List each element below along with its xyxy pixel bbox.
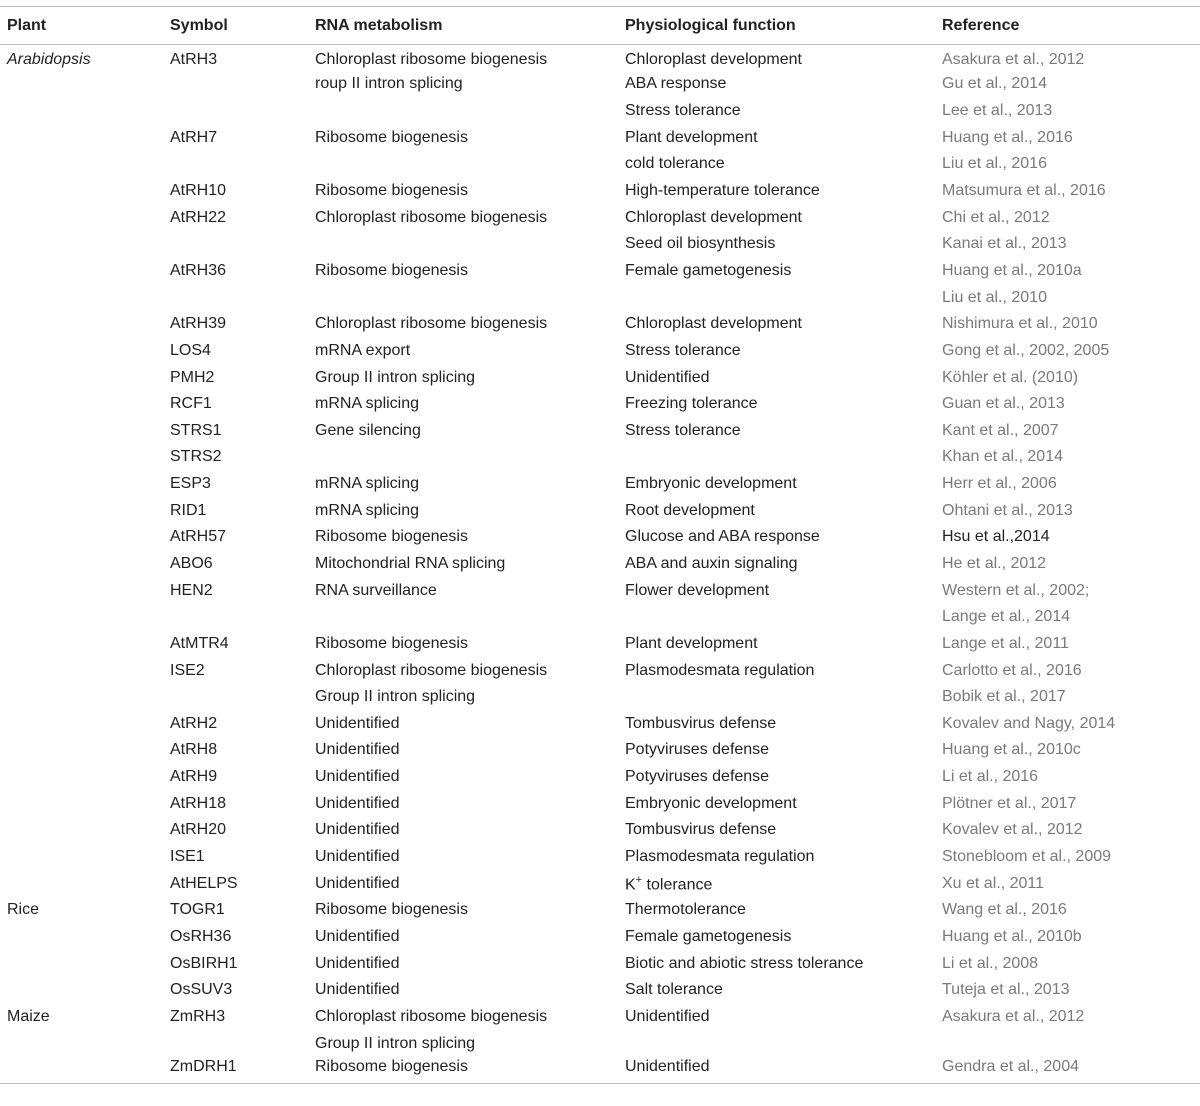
cell-physiological-function: Tombusvirus defense: [625, 714, 777, 732]
cell-symbol: AtRH20: [170, 821, 227, 839]
cell-physiological-function: Root development: [625, 501, 755, 519]
cell-symbol: OsSUV3: [170, 981, 233, 999]
cell-reference: [942, 1030, 1200, 1057]
cell-physiological-function: Chloroplast development: [625, 51, 802, 69]
cell-physiological-function: Flower development: [625, 581, 770, 599]
cell-symbol: ESP3: [170, 475, 211, 493]
cell-reference: Huang et al., 2016: [942, 128, 1073, 146]
cell-rna-metabolism: Unidentified: [315, 981, 400, 999]
cell-symbol: ABO6: [170, 554, 213, 572]
table-row: [0, 977, 1200, 1004]
cell-physiological-function: Chloroplast development: [625, 208, 802, 226]
cell-plant: [0, 1057, 170, 1084]
cell-symbol: LOS4: [170, 341, 211, 359]
cell-plant: [0, 284, 170, 311]
cell-reference: Tuteja et al., 2013: [942, 981, 1070, 999]
cell-symbol: ZmRH3: [170, 1007, 226, 1025]
cell-symbol: [170, 1030, 315, 1057]
cell-symbol: AtRH22: [170, 208, 227, 226]
cell-symbol: [170, 684, 315, 711]
table-row: [0, 444, 1200, 471]
header-row: [0, 7, 1200, 45]
cell-rna-metabolism: mRNA splicing: [315, 475, 420, 493]
cell-reference: Köhler et al. (2010): [942, 368, 1079, 386]
cell-symbol: STRS2: [170, 448, 222, 466]
cell-rna-metabolism: Ribosome biogenesis: [315, 128, 468, 146]
table-row: [0, 204, 1200, 231]
table-row: [0, 950, 1200, 977]
cell-symbol: [170, 231, 315, 258]
cell-plant: [0, 231, 170, 258]
cell-reference: Xu et al., 2011: [942, 874, 1044, 892]
cell-plant: [0, 258, 170, 285]
cell-rna-metabolism: Ribosome biogenesis: [315, 1057, 625, 1084]
table-body: [0, 45, 1200, 1084]
table-row: [0, 577, 1200, 604]
cell-reference: Guan et al., 2013: [942, 395, 1065, 413]
cell-physiological-function: [625, 604, 942, 631]
cell-symbol: AtMTR4: [170, 634, 229, 652]
cell-physiological-function: Unidentified: [625, 1007, 710, 1025]
table-row: [0, 844, 1200, 871]
table-row: [0, 71, 1200, 98]
cell-physiological-function: [625, 684, 942, 711]
cell-plant: [0, 817, 170, 844]
table-row: [0, 178, 1200, 205]
cell-plant: [0, 1030, 170, 1057]
cell-symbol: AtRH2: [170, 714, 218, 732]
cell-symbol: PMH2: [170, 368, 215, 386]
cell-reference: Lange et al., 2014: [942, 608, 1071, 626]
cell-rna-metabolism: Gene silencing: [315, 421, 421, 439]
cell-rna-metabolism: Group II intron splicing: [315, 368, 476, 386]
table-row: [0, 391, 1200, 418]
cell-physiological-function: [625, 870, 942, 897]
cell-rna-metabolism: Ribosome biogenesis: [315, 528, 468, 546]
cell-symbol: [170, 71, 315, 98]
cell-physiological-function: ABA response: [625, 75, 727, 93]
cell-plant: [0, 497, 170, 524]
table-row: [0, 897, 1200, 924]
table-row: [0, 1057, 1200, 1084]
cell-symbol: AtRH7: [170, 128, 218, 146]
phys-text-rest: tolerance: [642, 875, 713, 893]
header-reference: Reference: [942, 7, 1200, 45]
cell-symbol: AtRH39: [170, 315, 227, 333]
cell-reference: Kovalev et al., 2012: [942, 821, 1083, 839]
cell-plant: [0, 870, 170, 897]
table-row: [0, 124, 1200, 151]
cell-rna-metabolism: mRNA splicing: [315, 501, 420, 519]
cell-symbol: AtHELPS: [170, 874, 238, 892]
cell-plant: [0, 764, 170, 791]
table-row: [0, 231, 1200, 258]
cell-symbol: OsRH36: [170, 927, 232, 945]
table-row: [0, 684, 1200, 711]
table-row: [0, 364, 1200, 391]
cell-symbol: [170, 98, 315, 125]
table-row: [0, 417, 1200, 444]
cell-physiological-function: Salt tolerance: [625, 981, 723, 999]
cell-plant: Maize: [7, 1007, 50, 1025]
cell-plant: [0, 711, 170, 738]
cell-reference: Li et al., 2016: [942, 768, 1039, 786]
cell-rna-metabolism: Ribosome biogenesis: [315, 634, 468, 652]
cell-plant: [0, 524, 170, 551]
cell-rna-metabolism: [315, 284, 625, 311]
cell-physiological-function: Glucose and ABA response: [625, 528, 820, 546]
cell-physiological-function: Unidentified: [625, 368, 710, 386]
cell-rna-metabolism: [315, 444, 625, 471]
cell-physiological-function: Stress tolerance: [625, 341, 741, 359]
cell-rna-metabolism: Unidentified: [315, 768, 400, 786]
cell-rna-metabolism: Group II intron splicing: [315, 1034, 476, 1052]
cell-physiological-function: Potyviruses defense: [625, 741, 770, 759]
cell-plant: [0, 604, 170, 631]
cell-plant: [0, 950, 170, 977]
cell-symbol: ZmDRH1: [170, 1057, 315, 1084]
cell-plant: [0, 444, 170, 471]
cell-plant: [0, 391, 170, 418]
cell-reference: Plötner et al., 2017: [942, 794, 1077, 812]
cell-reference: Western et al., 2002;: [942, 581, 1090, 599]
cell-physiological-function: ABA and auxin signaling: [625, 554, 798, 572]
cell-rna-metabolism: Unidentified: [315, 848, 400, 866]
cell-plant: [0, 924, 170, 951]
cell-plant: [0, 737, 170, 764]
table-row: [0, 657, 1200, 684]
table-row: [0, 338, 1200, 365]
cell-rna-metabolism: [315, 151, 625, 178]
cell-plant: [0, 977, 170, 1004]
cell-physiological-function: High-temperature tolerance: [625, 182, 820, 200]
cell-physiological-function: Biotic and abiotic stress tolerance: [625, 954, 864, 972]
cell-physiological-function: Seed oil biosynthesis: [625, 235, 776, 253]
table-row: [0, 1004, 1200, 1031]
cell-reference: Li et al., 2008: [942, 954, 1039, 972]
cell-physiological-function: Embryonic development: [625, 794, 797, 812]
cell-physiological-function: [625, 444, 942, 471]
cell-reference: Huang et al., 2010a: [942, 261, 1082, 279]
cell-rna-metabolism: Unidentified: [315, 794, 400, 812]
cell-symbol: RCF1: [170, 395, 212, 413]
cell-physiological-function: Freezing tolerance: [625, 395, 758, 413]
header-physiological-function: Physiological function: [625, 7, 942, 45]
cell-plant: [0, 204, 170, 231]
table-row: [0, 98, 1200, 125]
cell-reference: Bobik et al., 2017: [942, 688, 1066, 706]
cell-reference: Huang et al., 2010b: [942, 927, 1082, 945]
cell-symbol: RID1: [170, 501, 207, 519]
table-row: [0, 870, 1200, 897]
cell-rna-metabolism: Ribosome biogenesis: [315, 901, 468, 919]
cell-plant: [0, 684, 170, 711]
cell-physiological-function: Plant development: [625, 128, 758, 146]
cell-physiological-function: [625, 284, 942, 311]
cell-rna-metabolism: Chloroplast ribosome biogenesis: [315, 208, 548, 226]
cell-plant: [0, 551, 170, 578]
cell-physiological-function: Thermotolerance: [625, 901, 746, 919]
table-row: [0, 790, 1200, 817]
table-row: [0, 764, 1200, 791]
cell-physiological-function: Stress tolerance: [625, 102, 741, 120]
cell-plant: [0, 657, 170, 684]
table-row: [0, 284, 1200, 311]
cell-reference: Liu et al., 2016: [942, 155, 1047, 173]
cell-rna-metabolism: Group II intron splicing: [315, 688, 476, 706]
cell-symbol: AtRH18: [170, 794, 227, 812]
cell-rna-metabolism: Unidentified: [315, 821, 400, 839]
cell-reference: He et al., 2012: [942, 554, 1047, 572]
header-rna-metabolism: RNA metabolism: [315, 7, 625, 45]
cell-symbol: AtRH9: [170, 768, 218, 786]
cell-rna-metabolism: RNA surveillance: [315, 581, 437, 599]
cell-rna-metabolism: Unidentified: [315, 927, 400, 945]
cell-plant: Rice: [7, 901, 40, 919]
cell-rna-metabolism: mRNA export: [315, 341, 411, 359]
cell-reference: Carlotto et al., 2016: [942, 661, 1082, 679]
cell-physiological-function: Chloroplast development: [625, 315, 802, 333]
cell-symbol: AtRH57: [170, 528, 227, 546]
table-row: [0, 45, 1200, 72]
cell-symbol: ISE2: [170, 661, 205, 679]
cell-reference: Gendra et al., 2004: [942, 1057, 1200, 1084]
cell-plant: [0, 98, 170, 125]
table-row: [0, 817, 1200, 844]
table-row: [0, 497, 1200, 524]
cell-rna-metabolism: Chloroplast ribosome biogenesis: [315, 51, 548, 69]
cell-physiological-function: Potyviruses defense: [625, 768, 770, 786]
cell-rna-metabolism: Unidentified: [315, 741, 400, 759]
cell-physiological-function: Unidentified: [625, 1057, 942, 1084]
cell-plant: [0, 844, 170, 871]
cell-rna-metabolism: Chloroplast ribosome biogenesis: [315, 315, 548, 333]
table-row: [0, 471, 1200, 498]
cell-reference: Stonebloom et al., 2009: [942, 848, 1112, 866]
table-row: [0, 311, 1200, 338]
cell-physiological-function: Female gametogenesis: [625, 927, 792, 945]
cell-symbol: AtRH3: [170, 51, 218, 69]
table-row: [0, 1030, 1200, 1057]
cell-symbol: ISE1: [170, 848, 205, 866]
cell-rna-metabolism: [315, 604, 625, 631]
table-row: [0, 604, 1200, 631]
cell-rna-metabolism: Unidentified: [315, 714, 400, 732]
cell-reference: Asakura et al., 2012: [942, 1007, 1085, 1025]
cell-symbol: [170, 151, 315, 178]
cell-rna-metabolism: Mitochondrial RNA splicing: [315, 554, 506, 572]
cell-rna-metabolism: mRNA splicing: [315, 395, 420, 413]
phys-text: K: [625, 875, 636, 893]
cell-physiological-function: Female gametogenesis: [625, 261, 792, 279]
cell-physiological-function: Plasmodesmata regulation: [625, 661, 815, 679]
cell-symbol: [170, 604, 315, 631]
cell-reference: Matsumura et al., 2016: [942, 182, 1106, 200]
table-row: [0, 258, 1200, 285]
cell-plant: [0, 471, 170, 498]
cell-symbol: [170, 284, 315, 311]
cell-rna-metabolism: Ribosome biogenesis: [315, 182, 468, 200]
cell-reference: Herr et al., 2006: [942, 475, 1057, 493]
cell-reference: Gu et al., 2014: [942, 75, 1047, 93]
table-row: [0, 551, 1200, 578]
cell-plant: [0, 577, 170, 604]
cell-physiological-function: Plant development: [625, 634, 758, 652]
cell-reference: Wang et al., 2016: [942, 901, 1067, 919]
table-header: [0, 7, 1200, 45]
data-table: [0, 6, 1200, 1084]
cell-plant: Arabidopsis: [7, 51, 91, 69]
table-row: [0, 151, 1200, 178]
cell-plant: [0, 178, 170, 205]
cell-reference: Kanai et al., 2013: [942, 235, 1067, 253]
cell-plant: [0, 71, 170, 98]
table-row: [0, 631, 1200, 658]
cell-reference: Liu et al., 2010: [942, 288, 1047, 306]
cell-symbol: AtRH8: [170, 741, 218, 759]
cell-rna-metabolism: [315, 98, 625, 125]
cell-plant: [0, 124, 170, 151]
cell-symbol: OsBIRH1: [170, 954, 238, 972]
cell-reference: Gong et al., 2002, 2005: [942, 341, 1110, 359]
cell-rna-metabolism: Unidentified: [315, 874, 400, 892]
cell-reference: Kant et al., 2007: [942, 421, 1059, 439]
cell-reference: Khan et al., 2014: [942, 448, 1063, 466]
cell-physiological-function: [625, 1030, 942, 1057]
cell-symbol: TOGR1: [170, 901, 225, 919]
cell-reference: Lee et al., 2013: [942, 102, 1053, 120]
cell-rna-metabolism: Ribosome biogenesis: [315, 261, 468, 279]
cell-physiological-function: Tombusvirus defense: [625, 821, 777, 839]
cell-plant: [0, 790, 170, 817]
header-symbol: Symbol: [170, 7, 315, 45]
cell-physiological-function: Embryonic development: [625, 475, 797, 493]
table-row: [0, 711, 1200, 738]
table-row: [0, 737, 1200, 764]
cell-rna-metabolism: roup II intron splicing: [315, 75, 463, 93]
cell-reference: Lange et al., 2011: [942, 634, 1069, 652]
phys-superscript: +: [635, 873, 643, 886]
cell-physiological-function: cold tolerance: [625, 155, 725, 173]
cell-reference: Kovalev and Nagy, 2014: [942, 714, 1116, 732]
cell-reference: Asakura et al., 2012: [942, 51, 1085, 69]
cell-reference: Hsu et al.,2014: [942, 528, 1050, 546]
cell-plant: [0, 364, 170, 391]
cell-reference: Chi et al., 2012: [942, 208, 1050, 226]
cell-reference: Ohtani et al., 2013: [942, 501, 1073, 519]
cell-plant: [0, 631, 170, 658]
table-row: [0, 924, 1200, 951]
cell-reference: Huang et al., 2010c: [942, 741, 1081, 759]
cell-symbol: HEN2: [170, 581, 213, 599]
cell-plant: [0, 417, 170, 444]
cell-plant: [0, 151, 170, 178]
header-plant: Plant: [0, 7, 170, 45]
cell-symbol: STRS1: [170, 421, 222, 439]
cell-physiological-function: Stress tolerance: [625, 421, 741, 439]
cell-plant: [0, 311, 170, 338]
cell-reference: Nishimura et al., 2010: [942, 315, 1098, 333]
table-row: [0, 524, 1200, 551]
cell-plant: [0, 338, 170, 365]
cell-symbol: AtRH10: [170, 182, 227, 200]
cell-rna-metabolism: [315, 231, 625, 258]
cell-rna-metabolism: Chloroplast ribosome biogenesis: [315, 661, 548, 679]
cell-symbol: AtRH36: [170, 261, 227, 279]
cell-rna-metabolism: Unidentified: [315, 954, 400, 972]
cell-physiological-function: Plasmodesmata regulation: [625, 848, 815, 866]
cell-rna-metabolism: Chloroplast ribosome biogenesis: [315, 1007, 548, 1025]
